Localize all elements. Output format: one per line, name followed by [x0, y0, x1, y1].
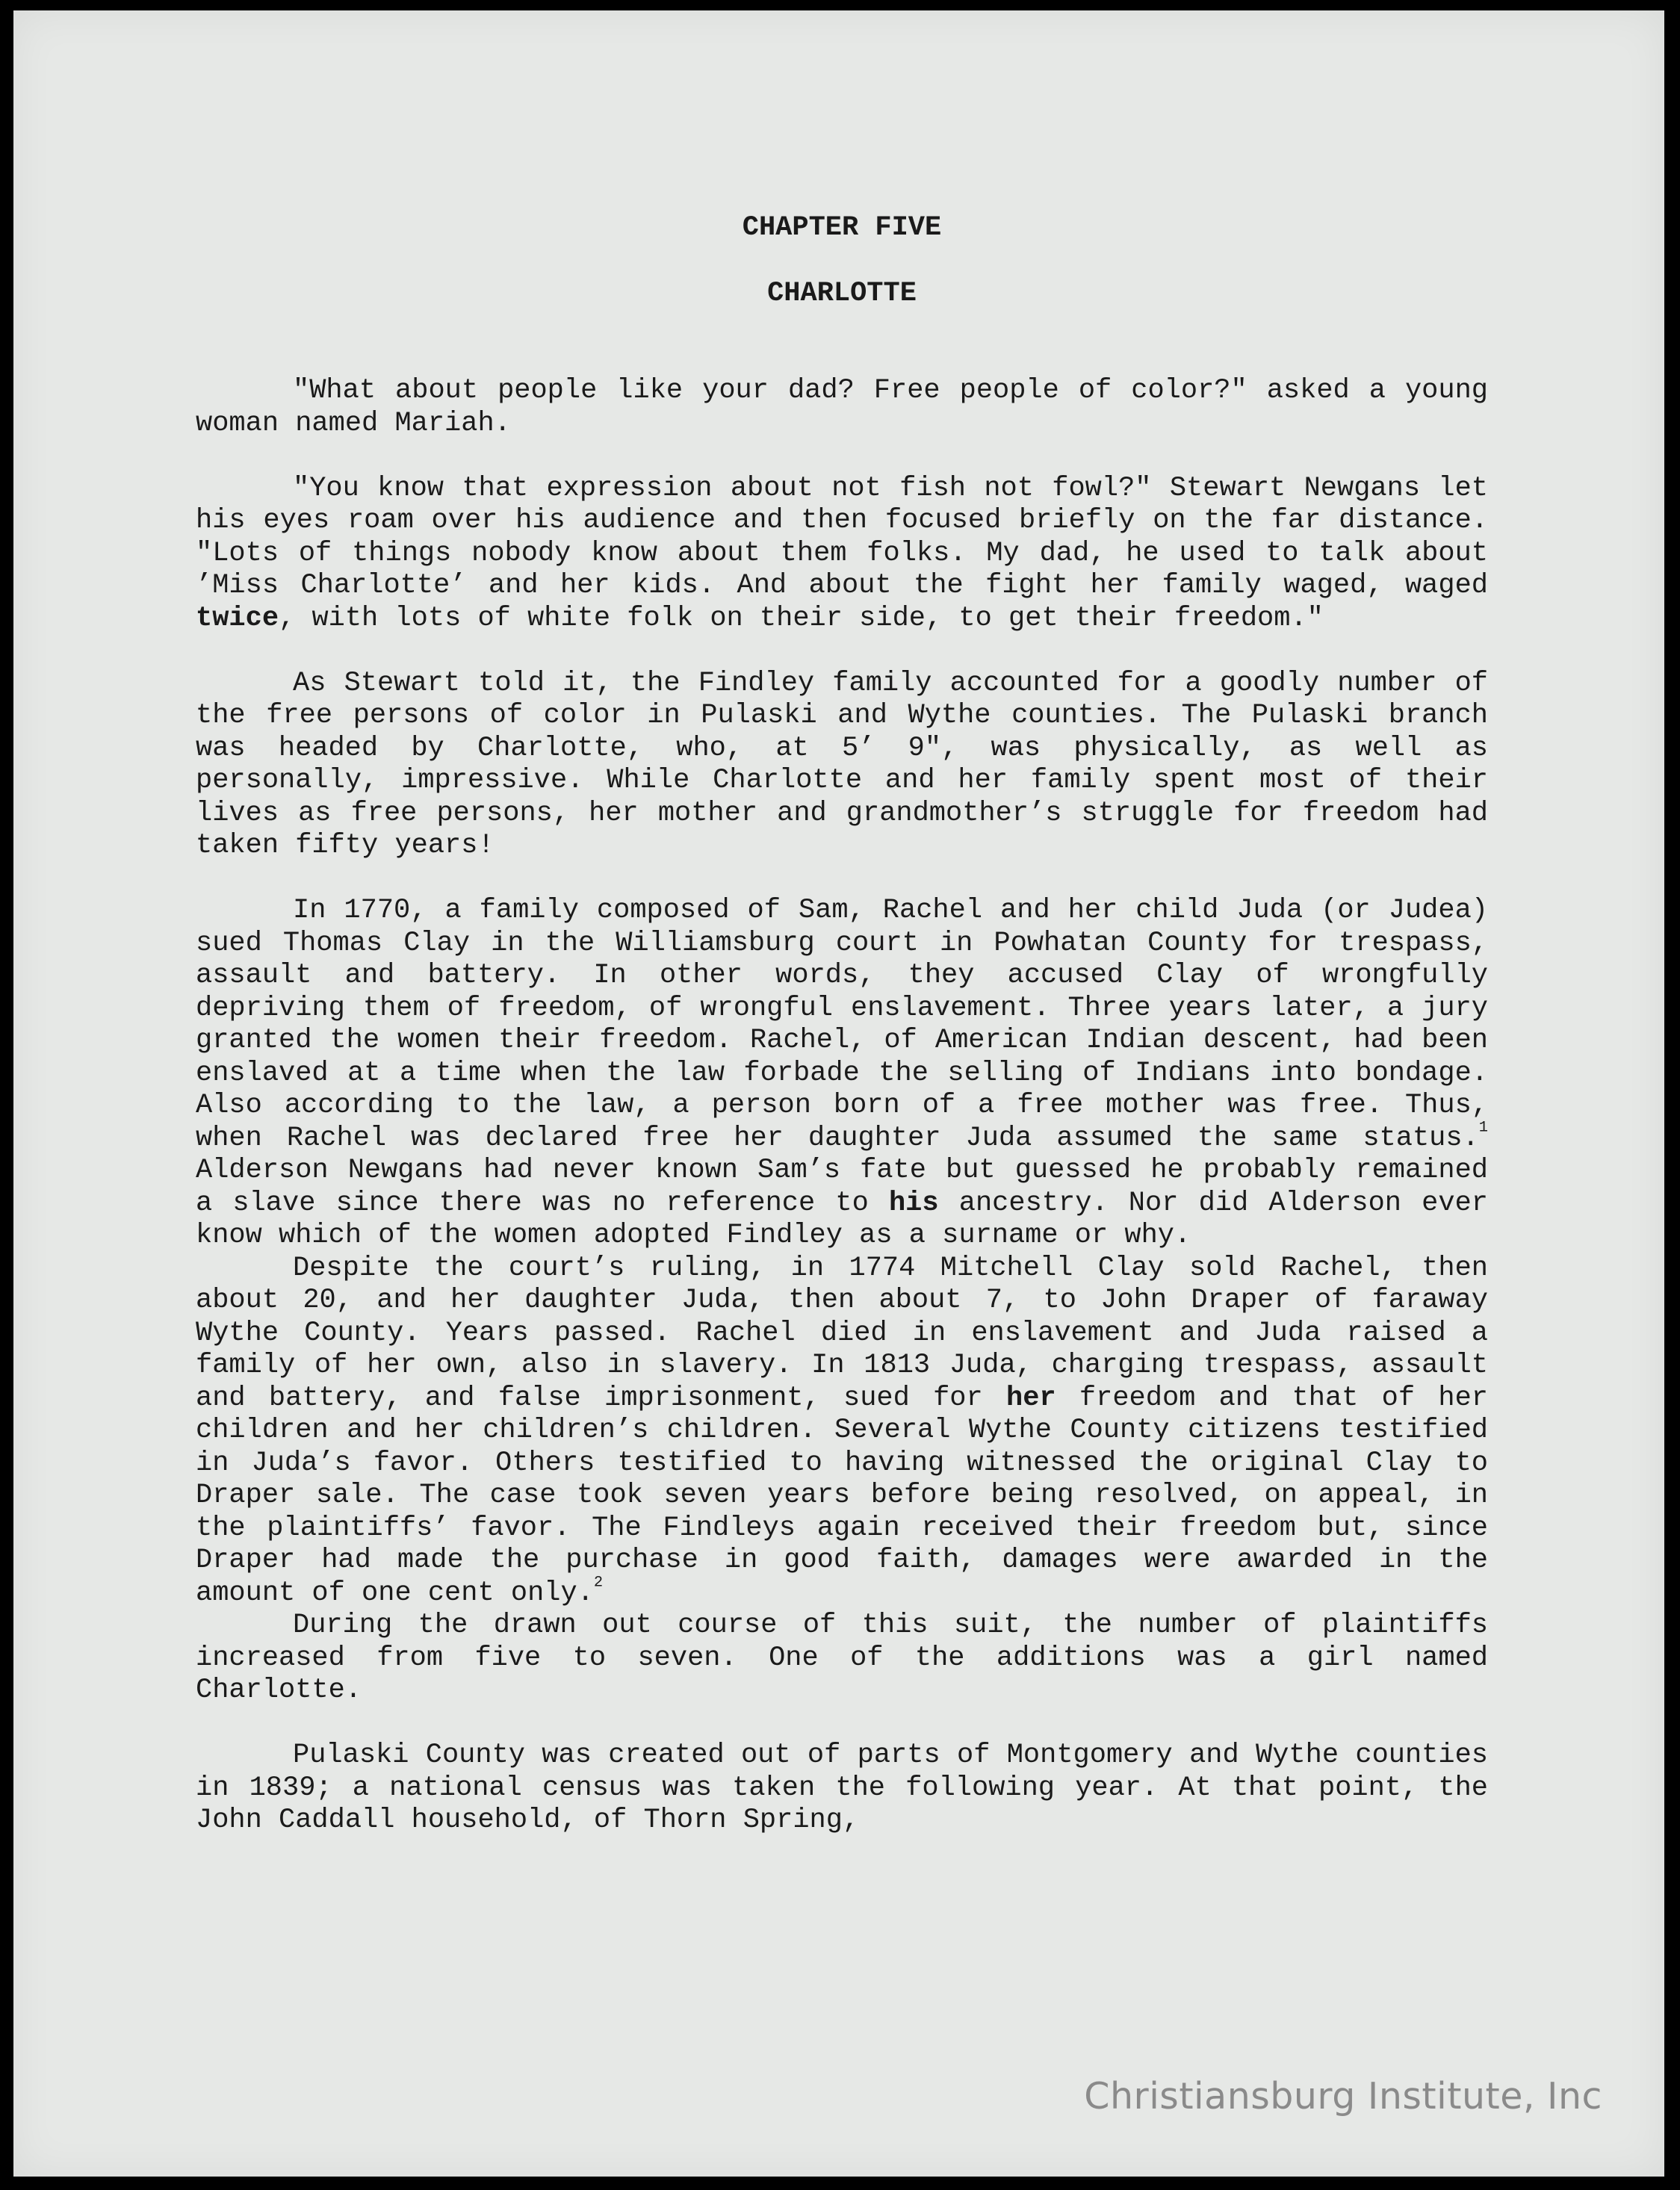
chapter-label: CHAPTER FIVE — [742, 212, 942, 243]
paragraph — [196, 1253, 1488, 1610]
emphasis-text: his — [888, 1187, 939, 1219]
text-run: As Stewart told it, the Findley family accounted for a goodly number of the free persons of color in Pulaski and Wythe counties. The Pulaski branch was headed by Charlotte, who, at 5’ 9", was physically, as well as personally, impressive. While Charlotte and her family spent most of their lives as free persons, her mother and grandmother’s struggle for freedom had taken fifty years! — [196, 667, 1488, 861]
document-page — [13, 10, 1664, 2177]
text-run: During the drawn out course of this suit, the number of plaintiffs increased from five to seven. One of the additions was a girl named Charlotte. — [196, 1610, 1488, 1706]
footnote-ref: 1 — [1478, 1119, 1488, 1137]
emphasis-text: her — [1006, 1382, 1056, 1414]
paragraph — [196, 1610, 1488, 1707]
text-run: , with lots of white folk on their side, to get their freedom." — [279, 602, 1324, 634]
text-run: "You know that expression about not fish not fowl?" Stewart Newgans let his eyes roam over his audience and then focused briefly on the far distance. "Lots of things nobody know about them folks. My dad, he used to talk about ’Miss Charlotte’ and her kids. And about the fight her family waged, waged — [196, 472, 1488, 601]
text-run: Pulaski County was created out of parts of Montgomery and Wythe counties in 1839; a national census was taken the following year. At that point, the John Caddall household, of Thorn Spring, — [196, 1740, 1488, 1836]
text-run: ancestry. Nor did Alderson ever know which of the women adopted Findley as a surname or why. — [196, 1187, 1488, 1251]
watermark: Christiansburg Institute, Inc — [1084, 2075, 1602, 2118]
paragraph — [196, 668, 1488, 863]
paragraph — [196, 895, 1488, 1253]
document-body — [196, 212, 1488, 1837]
emphasis-text: twice — [196, 602, 279, 634]
paragraph — [196, 1740, 1488, 1837]
text-run: "What about people like your dad? Free people of color?" asked a young woman named Mariah. — [196, 375, 1488, 439]
text-run: In 1770, a family composed of Sam, Rachel and her child Juda (or Judea) sued Thomas Clay in the Williamsburg court in Powhatan County for trespass, assault and battery. In other words, they accused Clay of wrongfully depriving them of freedom, of wrongful enslavement. Three years later, a jury granted the women their freedom. Rachel, of American Indian descent, had been enslaved at a time when the law forbade the selling of Indians into bondage. Also according to the law, a person born of a free mother was free. Thus, when Rachel was declared free her daughter Juda assumed the same status. — [196, 895, 1488, 1154]
text-run: freedom and that of her children and her children’s children. Several Wythe County citizens testified in Juda’s favor. Others testified to having witnessed the original Clay to Draper sale. The case took seven years before being resolved, on appeal, in the plaintiffs’ favor. The Findleys again received their freedom but, since Draper had made the purchase in good faith, damages were awarded in the amount of one cent only. — [196, 1382, 1488, 1609]
text-run: Alderson Newgans had never known Sam’s fate but guessed he probably remained a slave since there was no reference to — [196, 1155, 1488, 1219]
text-run: Despite the court’s ruling, in 1774 Mitchell Clay sold Rachel, then about 20, and her daughter Juda, then about 7, to John Draper of faraway Wythe County. Years passed. Rachel died in enslavement and Juda raised a family of her own, also in slavery. In 1813 Juda, charging trespass, assault and battery, and false imprisonment, sued for — [196, 1252, 1488, 1414]
paragraph — [196, 375, 1488, 440]
chapter-title: CHARLOTTE — [767, 277, 917, 309]
paragraph — [196, 473, 1488, 636]
footnote-ref: 2 — [593, 1574, 604, 1592]
